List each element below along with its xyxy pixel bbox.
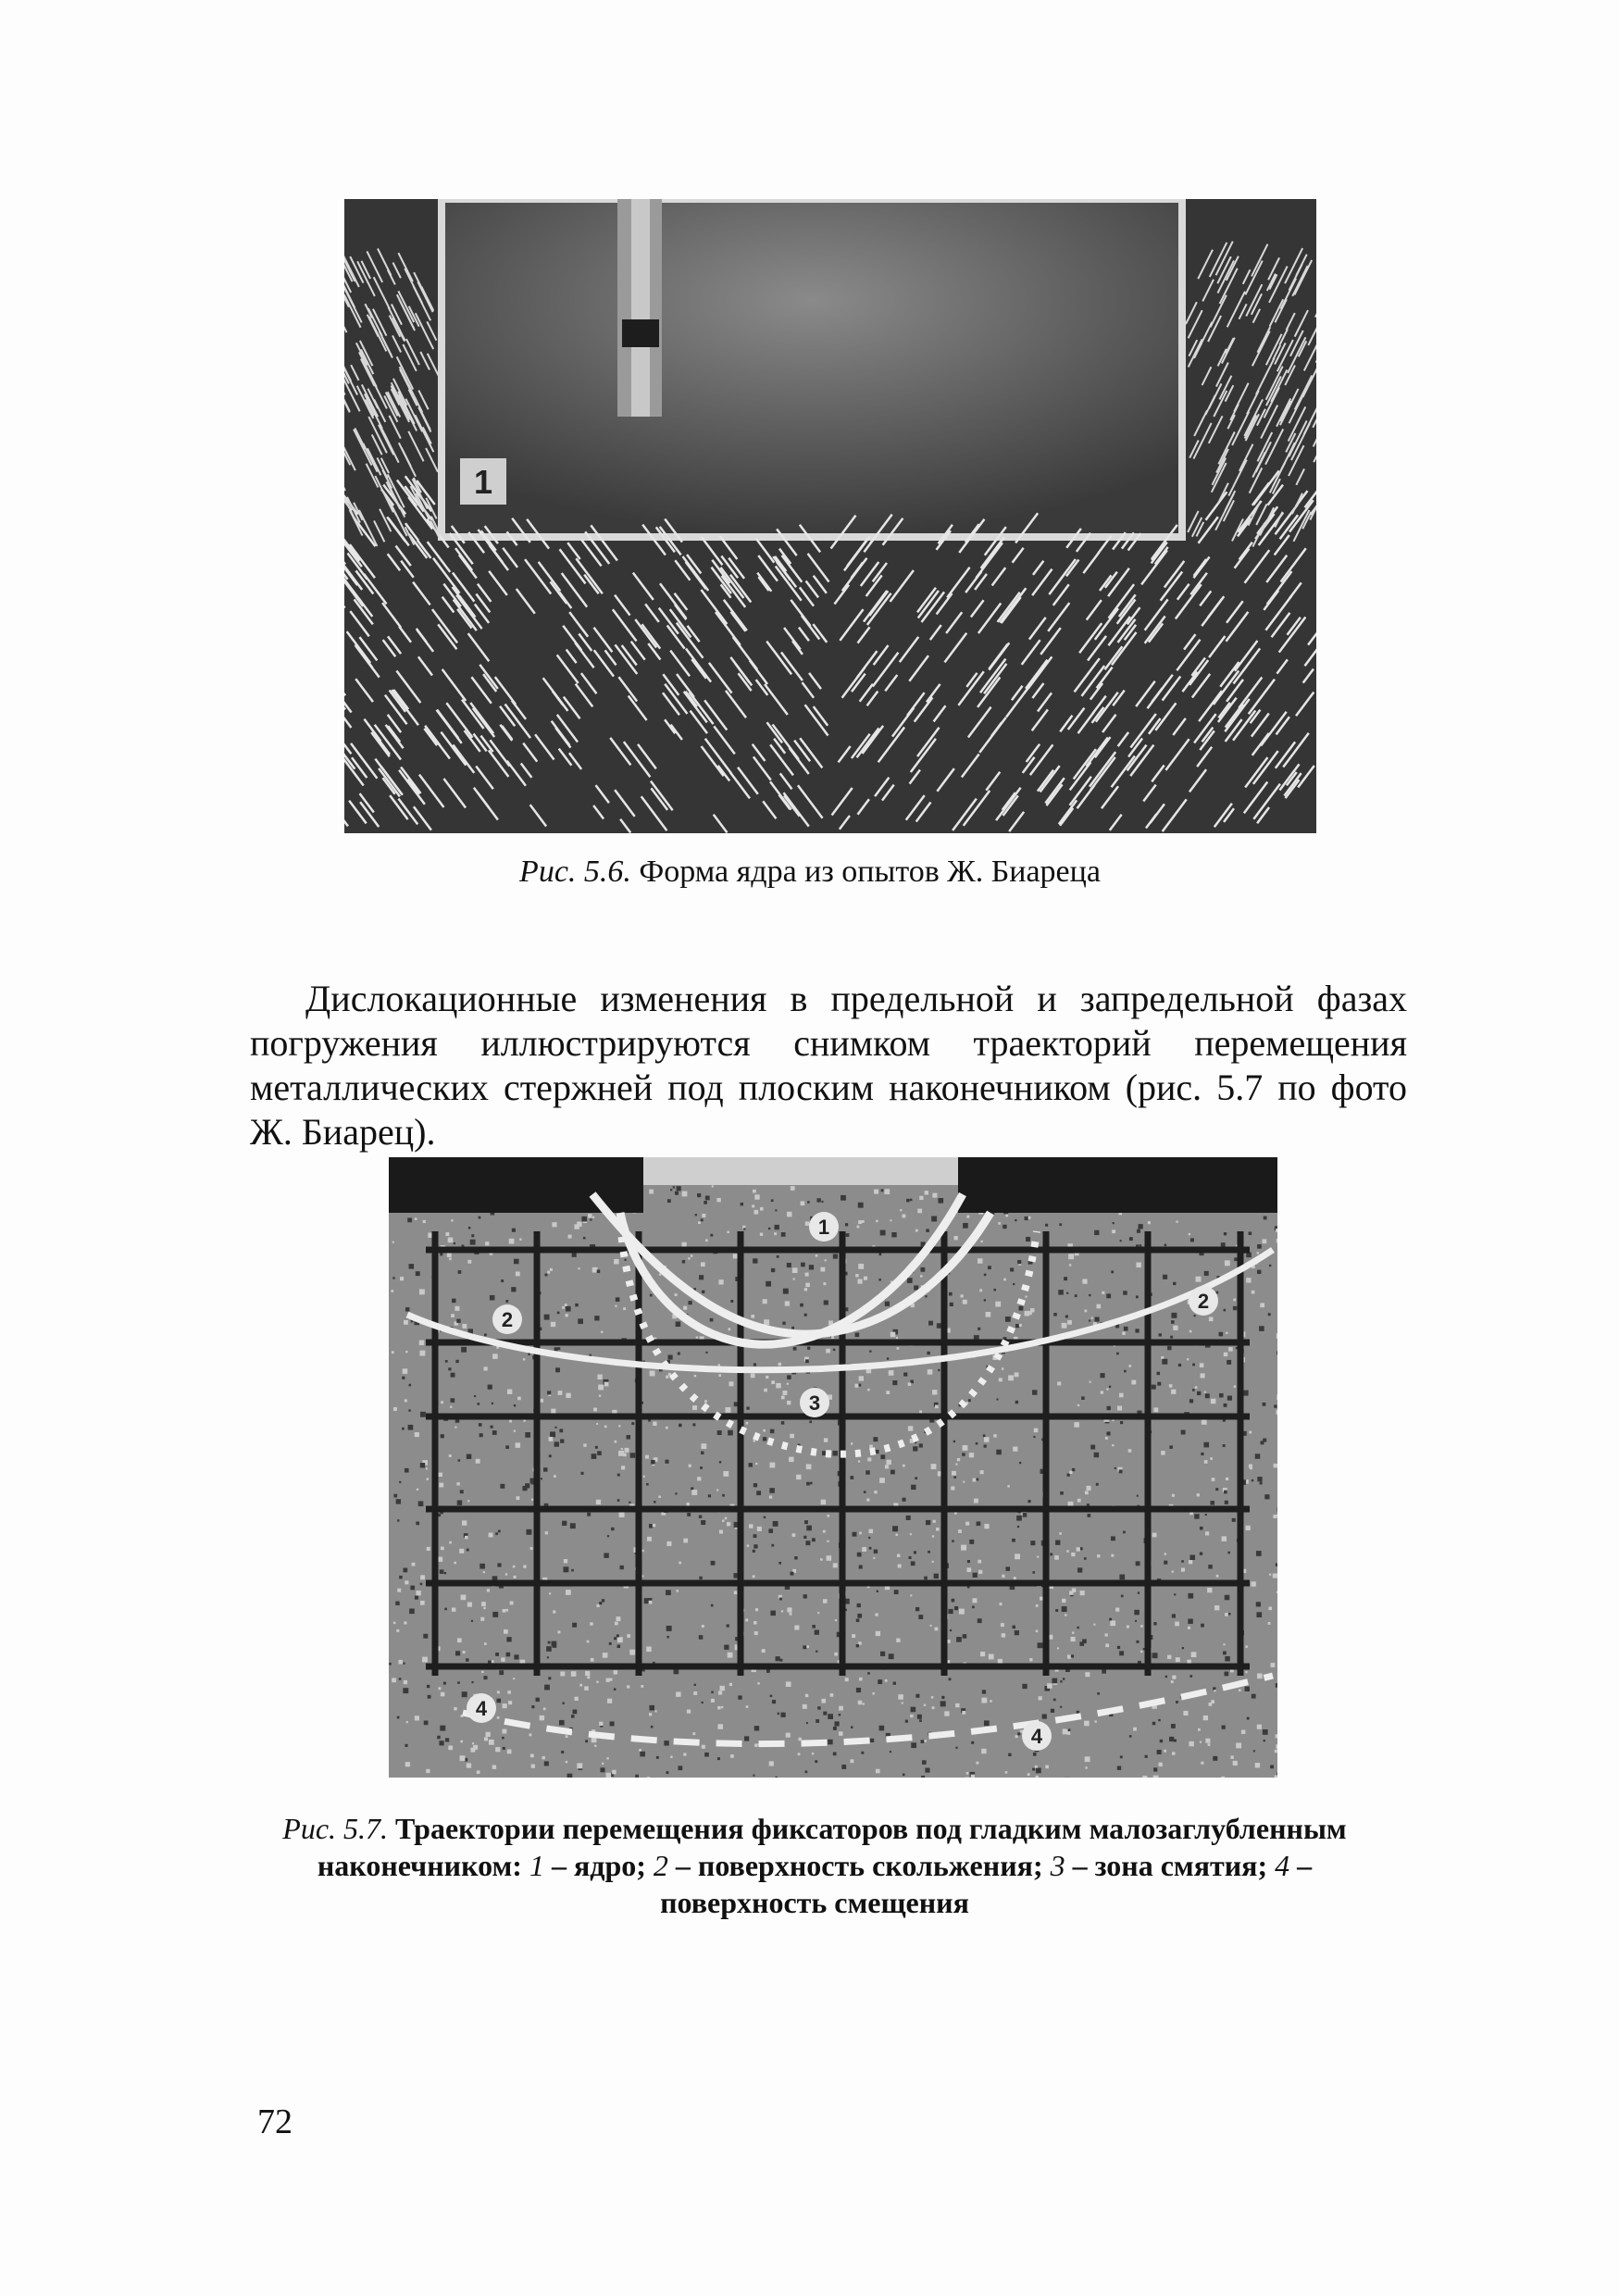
figure-5-7-caption — [259, 1810, 1370, 1921]
marker-1-top: 1 — [817, 1216, 830, 1239]
legend-1-text: – ядро; — [543, 1849, 654, 1882]
legend-1-number: 1 — [529, 1849, 544, 1882]
legend-3-text: – зона смятия; — [1065, 1849, 1276, 1882]
marker-2-right: 2 — [1197, 1290, 1210, 1313]
punch-body — [442, 199, 1182, 537]
trajectory-photo — [389, 1157, 1277, 1778]
legend-2-number: 2 — [653, 1849, 668, 1882]
marker-2-left: 2 — [501, 1308, 514, 1331]
figure-5-7-photo — [389, 1157, 1277, 1778]
legend-4-text: – поверхность смещения — [660, 1849, 1313, 1919]
marker-3: 3 — [808, 1391, 821, 1415]
marker-4-left: 4 — [475, 1697, 488, 1720]
page-number: 72 — [257, 2103, 293, 2141]
legend-3-number: 3 — [1050, 1849, 1065, 1882]
marker-4-right: 4 — [1030, 1725, 1043, 1748]
figure-5-6-caption — [278, 852, 1342, 892]
core-shape-photo — [344, 199, 1316, 833]
legend-2-text: – поверхность скольжения; — [667, 1849, 1051, 1882]
punch-center — [643, 1157, 958, 1185]
figure-5-6-caption-text: Форма ядра из опытов Ж. Биареца — [639, 855, 1101, 889]
body-paragraph: Дислокационные изменения в предельной и запредельной фазах погружения иллюстрируются снимком траекторий перемещения металлических стержней под плоским наконечником (рис. 5.7 по фото Ж. Биарец). — [250, 978, 1407, 1153]
figure-5-6-label: Рис. 5.6. — [519, 855, 631, 889]
punch-right — [958, 1157, 1277, 1213]
legend-4-number: 4 — [1275, 1849, 1290, 1882]
figure-5-7-label: Рис. 5.7. — [282, 1812, 389, 1845]
figure-5-7-caption-intro: Траектории перемещения фиксаторов под гладким малозаглубленным наконечником: — [317, 1812, 1347, 1882]
figure-5-6-photo — [344, 199, 1316, 833]
marker-1-label: 1 — [473, 463, 493, 501]
